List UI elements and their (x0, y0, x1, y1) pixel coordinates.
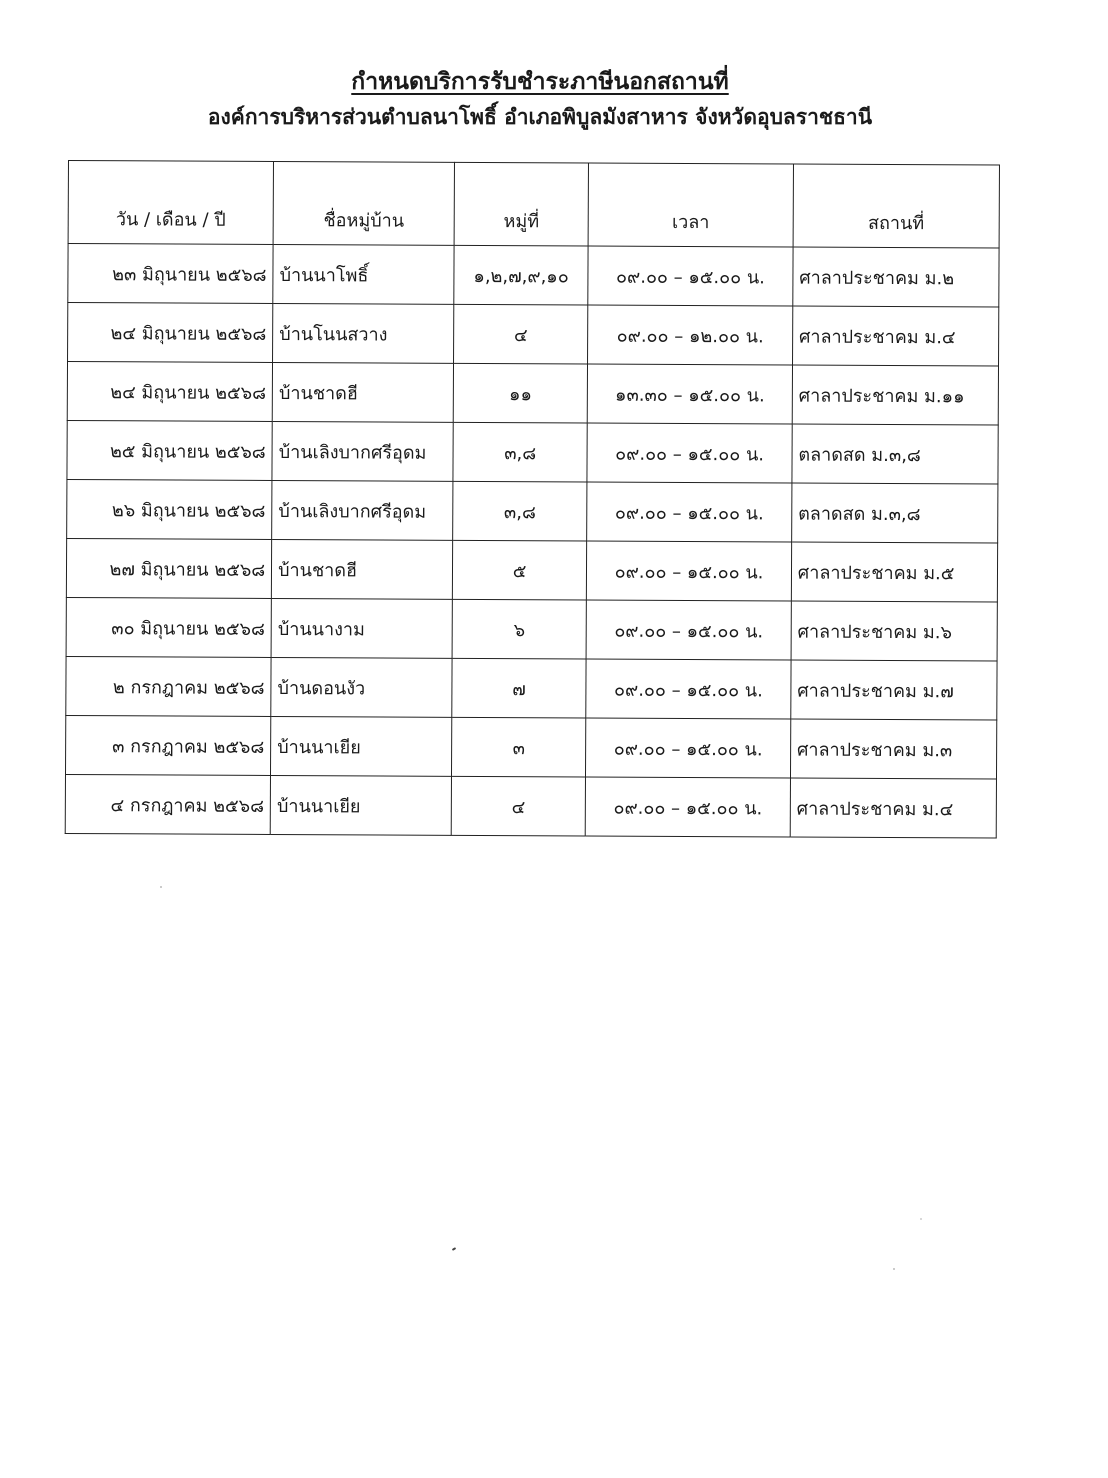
table-row (67, 362, 998, 426)
cell-place: ตลาดสด ม.๓,๘ (791, 483, 997, 543)
scan-speck (452, 1247, 456, 1251)
cell-time: ๐๙.๐๐ – ๑๕.๐๐ น. (586, 718, 791, 778)
cell-date: ๓ กรกฎาคม ๒๕๖๘ (65, 715, 270, 775)
cell-time: ๐๙.๐๐ – ๑๕.๐๐ น. (587, 482, 792, 542)
cell-date: ๒ กรกฎาคม ๒๕๖๘ (66, 656, 271, 716)
table-row (65, 715, 996, 779)
column-header-moo: หมู่ที่ (454, 162, 589, 246)
scan-speck (920, 1218, 922, 1220)
cell-village: บ้านเลิงบากศรีอุดม (272, 481, 453, 541)
cell-place: ศาลาประชาคม ม.๓ (790, 719, 996, 779)
cell-time: ๑๓.๓๐ – ๑๕.๐๐ น. (587, 364, 792, 424)
table-row (66, 597, 997, 661)
cell-village: บ้านชาดฮี (272, 540, 453, 600)
table-row (67, 479, 998, 543)
table-row (67, 420, 998, 484)
cell-moo: ๓,๘ (453, 481, 588, 541)
table-row (66, 538, 997, 602)
column-header-place: สถานที่ (793, 164, 1000, 248)
cell-moo: ๔ (454, 304, 589, 364)
scan-speck (160, 886, 162, 888)
cell-village: บ้านเลิงบากศรีอุดม (272, 422, 453, 482)
cell-time: ๐๙.๐๐ – ๑๕.๐๐ น. (587, 541, 792, 601)
table-header-row (68, 161, 999, 249)
cell-moo: ๔ (451, 776, 586, 836)
cell-place: ศาลาประชาคม ม.๔ (792, 306, 998, 366)
cell-place: ศาลาประชาคม ม.๕ (791, 542, 997, 602)
cell-village: บ้านนาโพธิ์ (273, 245, 454, 305)
cell-date: ๒๔ มิถุนายน ๒๕๖๘ (68, 303, 273, 363)
table-row (68, 244, 999, 308)
cell-village: บ้านชาดฮี (272, 363, 453, 423)
cell-place: ศาลาประชาคม ม.๑๑ (792, 365, 998, 425)
cell-date: ๒๖ มิถุนายน ๒๕๖๘ (67, 479, 272, 539)
cell-date: ๒๕ มิถุนายน ๒๕๖๘ (67, 420, 272, 480)
column-header-village: ชื่อหมู่บ้าน (273, 162, 454, 246)
cell-date: ๒๔ มิถุนายน ๒๕๖๘ (67, 362, 272, 422)
cell-place: ศาลาประชาคม ม.๒ (793, 247, 999, 307)
cell-village: บ้านนางาม (271, 598, 452, 658)
cell-moo: ๓ (452, 717, 587, 777)
document-subtitle: องค์การบริหารส่วนตำบลนาโพธิ์ อำเภอพิบูลมังสาหาร จังหวัดอุบลราชธานี (207, 105, 873, 129)
tax-service-schedule-table (65, 160, 1000, 839)
cell-time: ๐๙.๐๐ – ๑๕.๐๐ น. (587, 423, 792, 483)
cell-village: บ้านนาเยีย (270, 775, 451, 835)
cell-time: ๐๙.๐๐ – ๑๕.๐๐ น. (586, 600, 791, 660)
table-row (65, 774, 996, 838)
cell-time: ๐๙.๐๐ – ๑๒.๐๐ น. (588, 305, 793, 365)
cell-village: บ้านดอนงัว (271, 657, 452, 717)
cell-moo: ๓,๘ (453, 422, 588, 482)
cell-date: ๔ กรกฎาคม ๒๕๖๘ (65, 774, 270, 834)
cell-moo: ๑๑ (453, 363, 588, 423)
cell-date: ๒๓ มิถุนายน ๒๕๖๘ (68, 244, 273, 304)
column-header-date: วัน / เดือน / ปี (68, 161, 274, 245)
cell-date: ๒๗ มิถุนายน ๒๕๖๘ (66, 538, 271, 598)
cell-moo: ๑,๒,๗,๙,๑๐ (454, 245, 589, 305)
table-row (68, 303, 999, 367)
cell-place: ตลาดสด ม.๓,๘ (792, 424, 998, 484)
document-title: กำหนดบริการรับชำระภาษีนอกสถานที่ (351, 69, 729, 95)
cell-village: บ้านโนนสวาง (273, 304, 454, 364)
column-header-time: เวลา (588, 163, 793, 247)
cell-moo: ๗ (452, 658, 587, 718)
cell-time: ๐๙.๐๐ – ๑๕.๐๐ น. (585, 777, 790, 837)
cell-place: ศาลาประชาคม ม.๖ (791, 601, 997, 661)
cell-time: ๐๙.๐๐ – ๑๕.๐๐ น. (586, 659, 791, 719)
cell-place: ศาลาประชาคม ม.๔ (790, 778, 996, 838)
cell-moo: ๕ (452, 540, 587, 600)
cell-moo: ๖ (452, 599, 587, 659)
cell-village: บ้านนาเยีย (271, 716, 452, 776)
table-row (66, 656, 997, 720)
cell-date: ๓๐ มิถุนายน ๒๕๖๘ (66, 597, 271, 657)
cell-time: ๐๙.๐๐ – ๑๕.๐๐ น. (588, 246, 793, 306)
cell-place: ศาลาประชาคม ม.๗ (791, 660, 997, 720)
scan-speck (893, 1268, 895, 1270)
